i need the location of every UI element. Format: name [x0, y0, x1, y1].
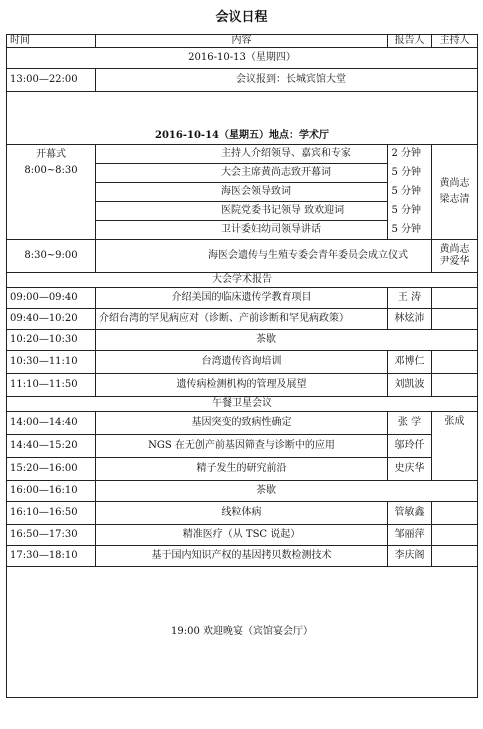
talk-reporter: 刘凯波: [388, 374, 432, 397]
talk-content: 台湾遗传咨询培训: [96, 351, 388, 374]
opening-item-duration: 5 分钟: [391, 167, 421, 178]
opening-item: [96, 202, 421, 221]
header-host: 主持人: [432, 35, 478, 48]
opening-cell: [7, 145, 96, 240]
talk-row: [7, 435, 478, 458]
opening-item-duration: 2 分钟: [391, 148, 421, 159]
talk-content: 精准医疗（从 TSC 说起）: [96, 525, 388, 546]
talk-time: 16:50—17:30: [7, 525, 96, 546]
talk-host: [432, 525, 478, 546]
opening-label: 开幕式: [36, 149, 66, 160]
break-time: 10:20—10:30: [7, 330, 96, 351]
talk-content: NGS 在无创产前基因筛查与诊断中的应用: [96, 435, 388, 458]
talk-host: [432, 502, 478, 525]
opening-host: 黄尚志: [439, 178, 470, 189]
talk-reporter: 邬玲仟: [388, 435, 432, 458]
opening-item: [96, 221, 421, 240]
talk-content: 基于国内知识产权的基因拷贝数检测技术: [96, 546, 388, 567]
day2-date-row: [7, 92, 478, 145]
talk-host: [432, 546, 478, 567]
talk-reporter: 邓博仁: [388, 351, 432, 374]
opening-item: [96, 164, 421, 183]
header-time: 时间: [7, 35, 96, 48]
talk-reporter: 李庆阁: [388, 546, 432, 567]
talk-time: 16:10—16:50: [7, 502, 96, 525]
talk-host: 张成: [432, 412, 478, 481]
section-title: 午餐卫星会议: [7, 397, 478, 412]
talk-host: [432, 288, 478, 309]
day2-date: 2016-10-14（星期五）地点：学术厅: [7, 92, 478, 145]
talk-row: [7, 458, 478, 481]
opening-hosts: [432, 145, 478, 240]
talk-time: 09:00—09:40: [7, 288, 96, 309]
header-row: [7, 35, 478, 48]
inaug-host: 黄尚志: [439, 244, 470, 255]
talk-row: [7, 412, 478, 435]
header-reporter: 报告人: [388, 35, 432, 48]
inaug-row: [7, 240, 478, 273]
talk-content: 基因突变的致病性确定: [96, 412, 388, 435]
talk-time: 14:40—15:20: [7, 435, 96, 458]
opening-item: [96, 145, 421, 164]
section-row: [7, 397, 478, 412]
break-time: 16:00—16:10: [7, 481, 96, 502]
day1-checkin-row: [7, 69, 478, 92]
day1-content: 会议报到：长城宾馆大堂: [96, 69, 478, 92]
talk-content: 遗传病检测机构的管理及展望: [96, 374, 388, 397]
break-row: [7, 481, 478, 502]
talk-row: [7, 546, 478, 567]
day1-date-row: [7, 48, 478, 69]
break-content: 茶歇: [96, 330, 478, 351]
inaug-content: 海医会遗传与生殖专委会青年委员会成立仪式: [96, 240, 432, 273]
opening-item-text: 大会主席黄尚志致开幕词: [221, 167, 331, 178]
talk-time: 11:10—11:50: [7, 374, 96, 397]
inaug-host: 尹爱华: [439, 256, 470, 267]
section-title: 大会学术报告: [7, 273, 478, 288]
day1-time: 13:00—22:00: [7, 69, 96, 92]
talk-content: 线粒体病: [96, 502, 388, 525]
opening-item: [96, 183, 421, 202]
talk-reporter: 张 学: [388, 412, 432, 435]
schedule-table: [6, 34, 478, 698]
talk-row: [7, 374, 478, 397]
talk-row: [7, 309, 478, 330]
talk-reporter: 管敏鑫: [388, 502, 432, 525]
inaug-hosts: [432, 240, 478, 273]
talk-row: [7, 525, 478, 546]
opening-host: 梁志清: [439, 194, 470, 205]
talk-content: 精子发生的研究前沿: [96, 458, 388, 481]
opening-item-duration: 5 分钟: [391, 205, 421, 216]
dinner-cell: 19:00 欢迎晚宴（宾馆宴会厅）: [7, 567, 478, 698]
talk-content: 介绍台湾的罕见病应对（诊断、产前诊断和罕见病政策）: [96, 309, 388, 330]
break-content: 茶歇: [96, 481, 478, 502]
header-content: 内容: [96, 35, 388, 48]
page-title: 会议日程: [215, 10, 268, 25]
opening-item-text: 医院党委书记领导 致欢迎词: [221, 205, 345, 216]
talk-host: [432, 351, 478, 374]
talk-host: [432, 374, 478, 397]
talk-row: [7, 288, 478, 309]
opening-item-text: 主持人介绍领导、嘉宾和专家: [221, 148, 351, 159]
section-row: [7, 273, 478, 288]
talk-time: 14:00—14:40: [7, 412, 96, 435]
talk-reporter: 林炫沛: [388, 309, 432, 330]
talk-time: 17:30—18:10: [7, 546, 96, 567]
opening-item-duration: 5 分钟: [391, 224, 421, 235]
talk-time: 15:20—16:00: [7, 458, 96, 481]
talk-time: 10:30—11:10: [7, 351, 96, 374]
talk-reporter: 史庆华: [388, 458, 432, 481]
talk-reporter: 邹丽萍: [388, 525, 432, 546]
talk-content: 介绍美国的临床遗传学教育项目: [96, 288, 388, 309]
opening-item-duration: 5 分钟: [391, 186, 421, 197]
talk-time: 09:40—10:20: [7, 309, 96, 330]
dinner-row: [7, 567, 478, 698]
opening-item-text: 卫计委妇幼司领导讲话: [221, 224, 321, 235]
inaug-time: 8:30~9:00: [7, 240, 96, 273]
break-row: [7, 330, 478, 351]
opening-item-text: 海医会领导致词: [221, 186, 291, 197]
talk-row: [7, 502, 478, 525]
talk-reporter: 王 涛: [388, 288, 432, 309]
opening-time: 8:00~8:30: [24, 165, 78, 176]
opening-row: [7, 145, 478, 164]
talk-host: [432, 309, 478, 330]
talk-row: [7, 351, 478, 374]
day1-date: 2016-10-13（星期四）: [7, 48, 478, 69]
